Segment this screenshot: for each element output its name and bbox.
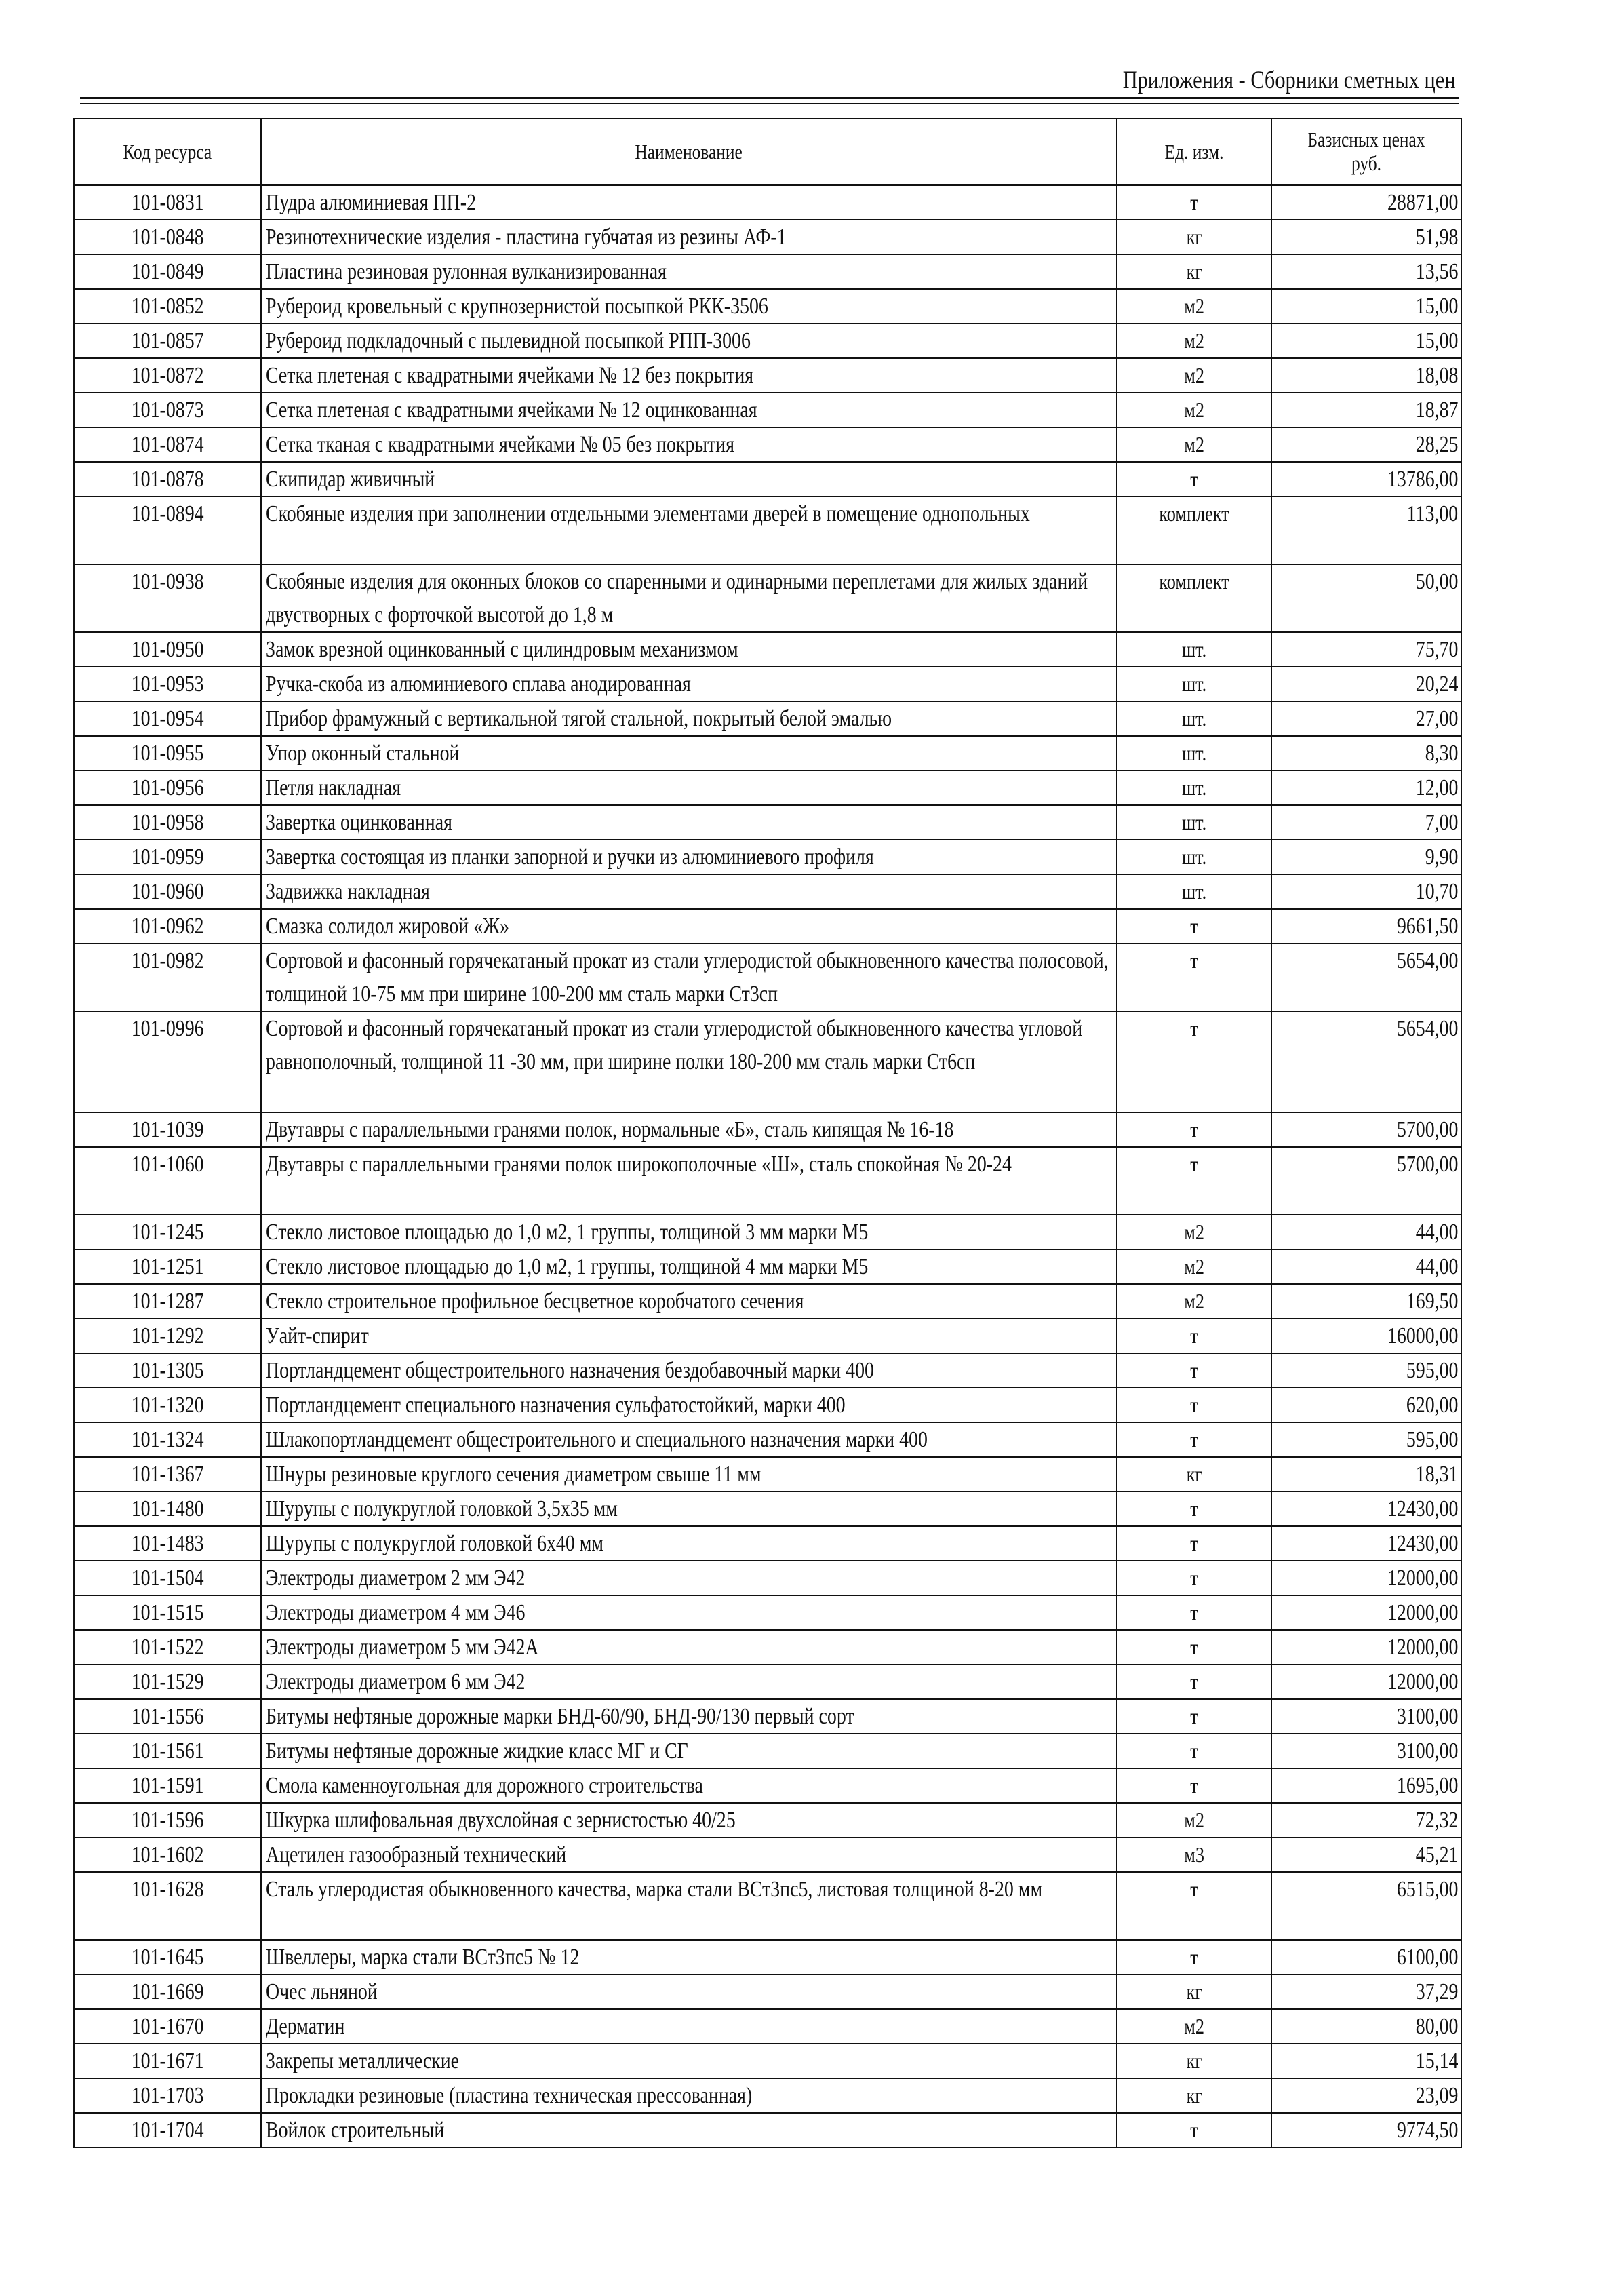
cell-price: 28871,00 xyxy=(1271,185,1461,220)
cell-price: 595,00 xyxy=(1271,1422,1461,1457)
cell-unit: шт. xyxy=(1117,805,1271,840)
table-row xyxy=(74,1630,1461,1665)
cell-price: 75,70 xyxy=(1271,632,1461,667)
cell-price: 12000,00 xyxy=(1271,1630,1461,1665)
cell-unit: т xyxy=(1117,1872,1271,1940)
cell-code: 101-1522 xyxy=(74,1630,261,1665)
table-row xyxy=(74,254,1461,289)
table-row xyxy=(74,1561,1461,1595)
cell-name: Прибор фрамужный с вертикальной тягой стальной, покрытый белой эмалью xyxy=(261,701,1117,736)
cell-code: 101-1596 xyxy=(74,1803,261,1837)
cell-name: Стекло листовое площадью до 1,0 м2, 1 группы, толщиной 3 мм марки М5 xyxy=(261,1215,1117,1249)
table-row xyxy=(74,1422,1461,1457)
cell-unit: кг xyxy=(1117,1974,1271,2009)
cell-price: 5654,00 xyxy=(1271,1011,1461,1112)
cell-code: 101-1628 xyxy=(74,1872,261,1940)
cell-name: Завертка оцинкованная xyxy=(261,805,1117,840)
cell-code: 101-1561 xyxy=(74,1734,261,1768)
cell-code: 101-1324 xyxy=(74,1422,261,1457)
table-row xyxy=(74,1215,1461,1249)
cell-name: Шурупы с полукруглой головкой 6х40 мм xyxy=(261,1526,1117,1561)
cell-code: 101-0955 xyxy=(74,736,261,771)
cell-code: 101-0958 xyxy=(74,805,261,840)
cell-name: Уайт-спирит xyxy=(261,1319,1117,1353)
cell-name: Замок врезной оцинкованный с цилиндровым механизмом xyxy=(261,632,1117,667)
cell-price: 15,00 xyxy=(1271,289,1461,324)
table-row xyxy=(74,943,1461,1011)
cell-price: 20,24 xyxy=(1271,667,1461,701)
cell-name: Стекло строительное профильное бесцветное коробчатого сечения xyxy=(261,1284,1117,1319)
table-row xyxy=(74,220,1461,254)
table-row xyxy=(74,185,1461,220)
cell-price: 12,00 xyxy=(1271,771,1461,805)
cell-price: 169,50 xyxy=(1271,1284,1461,1319)
cell-unit: т xyxy=(1117,1940,1271,1974)
cell-unit: т xyxy=(1117,1388,1271,1422)
cell-unit: т xyxy=(1117,1112,1271,1147)
table-row xyxy=(74,324,1461,358)
cell-code: 101-1645 xyxy=(74,1940,261,1974)
cell-unit: т xyxy=(1117,1699,1271,1734)
cell-unit: м2 xyxy=(1117,1803,1271,1837)
cell-unit: т xyxy=(1117,1665,1271,1699)
cell-unit: шт. xyxy=(1117,667,1271,701)
cell-code: 101-0950 xyxy=(74,632,261,667)
table-row xyxy=(74,1388,1461,1422)
cell-name: Сетка плетеная с квадратными ячейками № 12 оцинкованная xyxy=(261,393,1117,427)
cell-unit: т xyxy=(1117,1561,1271,1595)
cell-code: 101-1060 xyxy=(74,1147,261,1215)
cell-name: Петля накладная xyxy=(261,771,1117,805)
table-row xyxy=(74,909,1461,943)
table-body xyxy=(74,185,1461,2147)
cell-code: 101-0848 xyxy=(74,220,261,254)
cell-name: Прокладки резиновые (пластина техническая прессованная) xyxy=(261,2078,1117,2113)
column-header-name: Наименование xyxy=(261,119,1117,185)
cell-price: 13,56 xyxy=(1271,254,1461,289)
column-header-price: Базисных ценах руб. xyxy=(1271,119,1461,185)
cell-unit: м2 xyxy=(1117,2009,1271,2044)
cell-name: Дерматин xyxy=(261,2009,1117,2044)
table-row xyxy=(74,427,1461,462)
cell-unit: т xyxy=(1117,1422,1271,1457)
cell-price: 6515,00 xyxy=(1271,1872,1461,1940)
cell-price: 13786,00 xyxy=(1271,462,1461,497)
cell-name: Скипидар живичный xyxy=(261,462,1117,497)
cell-unit: т xyxy=(1117,909,1271,943)
cell-price: 3100,00 xyxy=(1271,1734,1461,1768)
cell-unit: шт. xyxy=(1117,840,1271,874)
cell-price: 9661,50 xyxy=(1271,909,1461,943)
cell-price: 7,00 xyxy=(1271,805,1461,840)
cell-code: 101-0956 xyxy=(74,771,261,805)
table-row xyxy=(74,1353,1461,1388)
cell-name: Шнуры резиновые круглого сечения диаметром свыше 11 мм xyxy=(261,1457,1117,1492)
cell-name: Сталь углеродистая обыкновенного качества, марка стали ВСт3пс5, листовая толщиной 8-20 мм xyxy=(261,1872,1117,1940)
cell-code: 101-1556 xyxy=(74,1699,261,1734)
cell-price: 5700,00 xyxy=(1271,1147,1461,1215)
cell-price: 28,25 xyxy=(1271,427,1461,462)
column-header-code: Код ресурса xyxy=(74,119,261,185)
cell-price: 8,30 xyxy=(1271,736,1461,771)
cell-name: Электроды диаметром 2 мм Э42 xyxy=(261,1561,1117,1595)
table-row xyxy=(74,358,1461,393)
cell-unit: шт. xyxy=(1117,736,1271,771)
cell-code: 101-0852 xyxy=(74,289,261,324)
cell-code: 101-1529 xyxy=(74,1665,261,1699)
table-row xyxy=(74,2044,1461,2078)
cell-name: Битумы нефтяные дорожные жидкие класс МГ и СГ xyxy=(261,1734,1117,1768)
cell-code: 101-1367 xyxy=(74,1457,261,1492)
cell-price: 18,87 xyxy=(1271,393,1461,427)
cell-name: Резинотехнические изделия - пластина губчатая из резины АФ-1 xyxy=(261,220,1117,254)
table-row xyxy=(74,289,1461,324)
cell-code: 101-1504 xyxy=(74,1561,261,1595)
cell-unit: т xyxy=(1117,943,1271,1011)
cell-name: Пластина резиновая рулонная вулканизированная xyxy=(261,254,1117,289)
cell-price: 44,00 xyxy=(1271,1249,1461,1284)
table-row xyxy=(74,1249,1461,1284)
cell-code: 101-1245 xyxy=(74,1215,261,1249)
table-row xyxy=(74,701,1461,736)
cell-name: Шлакопортландцемент общестроительного и специального назначения марки 400 xyxy=(261,1422,1117,1457)
cell-unit: т xyxy=(1117,462,1271,497)
cell-price: 80,00 xyxy=(1271,2009,1461,2044)
cell-name: Двутавры с параллельными гранями полок, нормальные «Б», сталь кипящая № 16-18 xyxy=(261,1112,1117,1147)
cell-name: Задвижка накладная xyxy=(261,874,1117,909)
cell-price: 3100,00 xyxy=(1271,1699,1461,1734)
cell-name: Пудра алюминиевая ПП-2 xyxy=(261,185,1117,220)
cell-name: Электроды диаметром 6 мм Э42 xyxy=(261,1665,1117,1699)
cell-unit: м3 xyxy=(1117,1837,1271,1872)
cell-name: Двутавры с параллельными гранями полок широкополочные «Ш», сталь спокойная № 20-24 xyxy=(261,1147,1117,1215)
cell-name: Ручка-скоба из алюминиевого сплава анодированная xyxy=(261,667,1117,701)
cell-unit: т xyxy=(1117,1768,1271,1803)
table-row xyxy=(74,497,1461,564)
table-row xyxy=(74,1011,1461,1112)
cell-name: Стекло листовое площадью до 1,0 м2, 1 группы, толщиной 4 мм марки М5 xyxy=(261,1249,1117,1284)
cell-price: 27,00 xyxy=(1271,701,1461,736)
cell-price: 18,08 xyxy=(1271,358,1461,393)
cell-code: 101-0857 xyxy=(74,324,261,358)
cell-unit: м2 xyxy=(1117,289,1271,324)
cell-code: 101-1515 xyxy=(74,1595,261,1630)
table-row xyxy=(74,840,1461,874)
price-table xyxy=(73,118,1462,2148)
table-row xyxy=(74,1872,1461,1940)
table-row xyxy=(74,1492,1461,1526)
table-row xyxy=(74,1284,1461,1319)
cell-unit: т xyxy=(1117,1011,1271,1112)
table-row xyxy=(74,874,1461,909)
price-table-wrapper xyxy=(73,118,1461,2148)
cell-price: 1695,00 xyxy=(1271,1768,1461,1803)
cell-name: Шкурка шлифовальная двухслойная с зернистостью 40/25 xyxy=(261,1803,1117,1837)
cell-price: 12000,00 xyxy=(1271,1561,1461,1595)
cell-price: 23,09 xyxy=(1271,2078,1461,2113)
cell-code: 101-0849 xyxy=(74,254,261,289)
table-row xyxy=(74,1457,1461,1492)
cell-code: 101-0878 xyxy=(74,462,261,497)
cell-unit: т xyxy=(1117,1734,1271,1768)
cell-code: 101-1292 xyxy=(74,1319,261,1353)
cell-price: 16000,00 xyxy=(1271,1319,1461,1353)
column-header-unit: Ед. изм. xyxy=(1117,119,1271,185)
cell-code: 101-0953 xyxy=(74,667,261,701)
cell-name: Сетка плетеная с квадратными ячейками № 12 без покрытия xyxy=(261,358,1117,393)
cell-unit: кг xyxy=(1117,220,1271,254)
cell-code: 101-1305 xyxy=(74,1353,261,1388)
table-row xyxy=(74,1699,1461,1734)
cell-unit: м2 xyxy=(1117,1215,1271,1249)
cell-unit: м2 xyxy=(1117,358,1271,393)
cell-name: Электроды диаметром 5 мм Э42А xyxy=(261,1630,1117,1665)
cell-price: 9774,50 xyxy=(1271,2113,1461,2147)
cell-code: 101-1670 xyxy=(74,2009,261,2044)
cell-unit: шт. xyxy=(1117,632,1271,667)
cell-name: Рубероид кровельный с крупнозернистой посыпкой РКК-3506 xyxy=(261,289,1117,324)
cell-unit: т xyxy=(1117,1319,1271,1353)
cell-code: 101-0831 xyxy=(74,185,261,220)
cell-code: 101-0982 xyxy=(74,943,261,1011)
cell-name: Портландцемент общестроительного назначения бездобавочный марки 400 xyxy=(261,1353,1117,1388)
cell-name: Сортовой и фасонный горячекатаный прокат из стали углеродистой обыкновенного качества угловой равнополочный, толщиной 11 -30 мм, при ширине полки 180-200 мм сталь марки Ст6сп xyxy=(261,1011,1117,1112)
header-rule-thick xyxy=(80,97,1459,99)
cell-unit: кг xyxy=(1117,254,1271,289)
cell-code: 101-1251 xyxy=(74,1249,261,1284)
cell-price: 15,14 xyxy=(1271,2044,1461,2078)
table-row xyxy=(74,632,1461,667)
cell-price: 12000,00 xyxy=(1271,1595,1461,1630)
cell-price: 15,00 xyxy=(1271,324,1461,358)
cell-unit: м2 xyxy=(1117,1249,1271,1284)
cell-price: 595,00 xyxy=(1271,1353,1461,1388)
cell-unit: т xyxy=(1117,2113,1271,2147)
cell-code: 101-1287 xyxy=(74,1284,261,1319)
cell-code: 101-0938 xyxy=(74,564,261,632)
cell-unit: кг xyxy=(1117,2078,1271,2113)
cell-price: 9,90 xyxy=(1271,840,1461,874)
cell-code: 101-0960 xyxy=(74,874,261,909)
cell-name: Закрепы металлические xyxy=(261,2044,1117,2078)
cell-name: Шурупы с полукруглой головкой 3,5х35 мм xyxy=(261,1492,1117,1526)
table-row xyxy=(74,1837,1461,1872)
cell-code: 101-1483 xyxy=(74,1526,261,1561)
cell-name: Ацетилен газообразный технический xyxy=(261,1837,1117,1872)
cell-unit: т xyxy=(1117,1353,1271,1388)
cell-price: 620,00 xyxy=(1271,1388,1461,1422)
cell-price: 44,00 xyxy=(1271,1215,1461,1249)
table-row xyxy=(74,2113,1461,2147)
cell-unit: комплект xyxy=(1117,497,1271,564)
cell-name: Смола каменноугольная для дорожного строительства xyxy=(261,1768,1117,1803)
table-row xyxy=(74,771,1461,805)
cell-code: 101-0996 xyxy=(74,1011,261,1112)
cell-name: Сетка тканая с квадратными ячейками № 05 без покрытия xyxy=(261,427,1117,462)
cell-unit: м2 xyxy=(1117,1284,1271,1319)
cell-name: Скобяные изделия для оконных блоков со спаренными и одинарными переплетами для жилых зданий двустворных с форточкой высотой до 1,8 м xyxy=(261,564,1117,632)
cell-price: 10,70 xyxy=(1271,874,1461,909)
cell-code: 101-0954 xyxy=(74,701,261,736)
table-row xyxy=(74,667,1461,701)
cell-code: 101-1671 xyxy=(74,2044,261,2078)
cell-code: 101-1320 xyxy=(74,1388,261,1422)
cell-name: Электроды диаметром 4 мм Э46 xyxy=(261,1595,1117,1630)
table-row xyxy=(74,1147,1461,1215)
table-row xyxy=(74,1940,1461,1974)
cell-price: 12430,00 xyxy=(1271,1492,1461,1526)
cell-code: 101-1039 xyxy=(74,1112,261,1147)
cell-price: 72,32 xyxy=(1271,1803,1461,1837)
cell-price: 18,31 xyxy=(1271,1457,1461,1492)
cell-code: 101-1602 xyxy=(74,1837,261,1872)
cell-unit: м2 xyxy=(1117,427,1271,462)
table-row xyxy=(74,1803,1461,1837)
cell-unit: т xyxy=(1117,1630,1271,1665)
cell-name: Портландцемент специального назначения сульфатостойкий, марки 400 xyxy=(261,1388,1117,1422)
table-row xyxy=(74,1112,1461,1147)
cell-name: Рубероид подкладочный с пылевидной посыпкой РПП-3006 xyxy=(261,324,1117,358)
cell-name: Завертка состоящая из планки запорной и ручки из алюминиевого профиля xyxy=(261,840,1117,874)
cell-price: 50,00 xyxy=(1271,564,1461,632)
cell-name: Швеллеры, марка стали ВСт3пс5 № 12 xyxy=(261,1940,1117,1974)
cell-unit: м2 xyxy=(1117,324,1271,358)
cell-unit: шт. xyxy=(1117,771,1271,805)
cell-code: 101-1704 xyxy=(74,2113,261,2147)
cell-price: 113,00 xyxy=(1271,497,1461,564)
cell-code: 101-0872 xyxy=(74,358,261,393)
cell-unit: кг xyxy=(1117,2044,1271,2078)
cell-unit: кг xyxy=(1117,1457,1271,1492)
table-row xyxy=(74,1665,1461,1699)
table-row xyxy=(74,1595,1461,1630)
cell-code: 101-1480 xyxy=(74,1492,261,1526)
table-row xyxy=(74,736,1461,771)
cell-unit: шт. xyxy=(1117,701,1271,736)
table-row xyxy=(74,1319,1461,1353)
page-header-title: Приложения - Сборники сметных цен xyxy=(1122,66,1455,94)
header-rule-thin xyxy=(80,103,1459,104)
cell-price: 37,29 xyxy=(1271,1974,1461,2009)
cell-name: Упор оконный стальной xyxy=(261,736,1117,771)
table-row xyxy=(74,564,1461,632)
table-row xyxy=(74,2009,1461,2044)
cell-name: Скобяные изделия при заполнении отдельными элементами дверей в помещение однопольных xyxy=(261,497,1117,564)
cell-unit: шт. xyxy=(1117,874,1271,909)
cell-code: 101-1591 xyxy=(74,1768,261,1803)
cell-code: 101-0962 xyxy=(74,909,261,943)
table-row xyxy=(74,393,1461,427)
cell-unit: м2 xyxy=(1117,393,1271,427)
cell-name: Очес льняной xyxy=(261,1974,1117,2009)
cell-code: 101-0873 xyxy=(74,393,261,427)
cell-name: Войлок строительный xyxy=(261,2113,1117,2147)
cell-price: 12430,00 xyxy=(1271,1526,1461,1561)
cell-unit: т xyxy=(1117,1492,1271,1526)
cell-name: Сортовой и фасонный горячекатаный прокат из стали углеродистой обыкновенного качества полосовой, толщиной 10-75 мм при ширине 100-200 мм сталь марки Ст3сп xyxy=(261,943,1117,1011)
table-row xyxy=(74,1526,1461,1561)
cell-unit: т xyxy=(1117,1526,1271,1561)
table-row xyxy=(74,2078,1461,2113)
cell-code: 101-1703 xyxy=(74,2078,261,2113)
cell-name: Смазка солидол жировой «Ж» xyxy=(261,909,1117,943)
table-row xyxy=(74,805,1461,840)
cell-price: 51,98 xyxy=(1271,220,1461,254)
cell-price: 45,21 xyxy=(1271,1837,1461,1872)
cell-unit: т xyxy=(1117,1147,1271,1215)
cell-code: 101-0959 xyxy=(74,840,261,874)
cell-price: 6100,00 xyxy=(1271,1940,1461,1974)
cell-code: 101-1669 xyxy=(74,1974,261,2009)
table-row xyxy=(74,462,1461,497)
cell-price: 5654,00 xyxy=(1271,943,1461,1011)
cell-price: 12000,00 xyxy=(1271,1665,1461,1699)
table-row xyxy=(74,1974,1461,2009)
table-row xyxy=(74,1734,1461,1768)
cell-name: Битумы нефтяные дорожные марки БНД-60/90, БНД-90/130 первый сорт xyxy=(261,1699,1117,1734)
table-row xyxy=(74,1768,1461,1803)
cell-code: 101-0874 xyxy=(74,427,261,462)
table-header-row xyxy=(74,119,1461,185)
cell-code: 101-0894 xyxy=(74,497,261,564)
cell-price: 5700,00 xyxy=(1271,1112,1461,1147)
cell-unit: т xyxy=(1117,1595,1271,1630)
cell-unit: т xyxy=(1117,185,1271,220)
cell-unit: комплект xyxy=(1117,564,1271,632)
